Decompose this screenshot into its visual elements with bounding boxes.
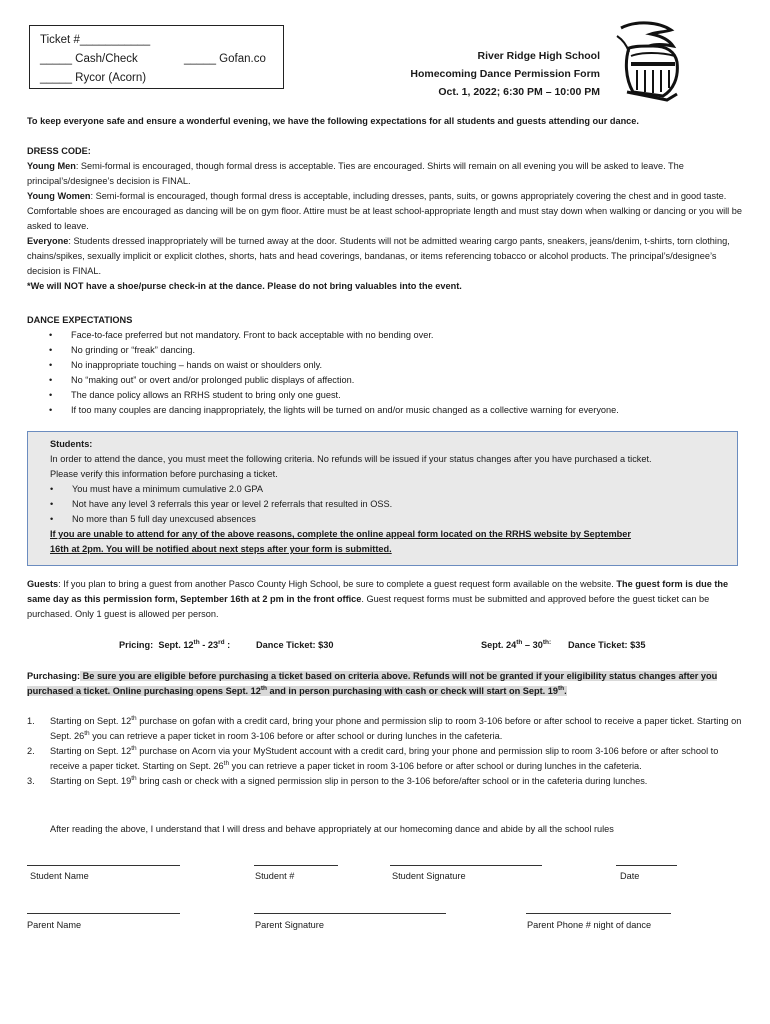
event-date: Oct. 1, 2022; 6:30 PM – 10:00 PM [438, 86, 600, 98]
young-men-rule: Young Men: Semi-formal is encouraged, though formal dress is acceptable. Ties are encouraged. Shirts will remain on all evening you will be asked to leave. The principal’s/designee’s decision is FINAL. [27, 161, 684, 186]
parent-signature-line[interactable] [254, 913, 446, 914]
list-item: • If too many couples are dancing inappropriately, the lights will be turned on and/or music changed as a collective warning for everyone. [27, 403, 743, 418]
agreement-text: After reading the above, I understand that I will dress and behave appropriately at our homecoming dance and abide by all the school rules [50, 824, 614, 834]
student-signature-label: Student Signature [392, 871, 466, 881]
school-name: River Ridge High School [477, 50, 600, 62]
price-1: Dance Ticket: $30 [256, 640, 334, 650]
list-item: • No “making out” or overt and/or prolonged public displays of affection. [27, 373, 743, 388]
students-text: In order to attend the dance, you must meet the following criteria. No refunds will be issued if your status changes after you have purchased a ticket. Please verify this information before purchasing a ticket. [50, 454, 652, 479]
ticket-box [29, 25, 284, 89]
gofan-field[interactable]: _____ Gofan.co [184, 53, 266, 65]
list-item: • The dance policy allows an RRHS student to bring only one guest. [27, 388, 743, 403]
price-2: Dance Ticket: $35 [568, 640, 646, 650]
pricing-period-2: Sept. $24th - 30^{th:}$ [481, 638, 552, 650]
list-item: • Not have any level 3 referrals this year or level 2 referrals that resulted in OSS. [50, 497, 737, 512]
parent-phone-line[interactable] [526, 913, 671, 914]
young-women-rule: Young Women: Semi-formal is encouraged, though formal dress is acceptable, including dresses, pants, suits, or gowns appropriately covering the chest and in good taste. Comfortable shoes are encouraged as dancing will be on gym floor. Attire must be at least school-appropriate length and must stay down when walking or dancing or you will be asked to leave. [27, 191, 742, 231]
dress-code-section [27, 144, 743, 294]
parent-name-line[interactable] [27, 913, 180, 914]
appeal-notice: If you are unable to attend for any of the above reasons, complete the online appeal form located on the RRHS website by September 16th at 2pm. You will be notified about next steps after your form is submitted. [50, 529, 631, 554]
knight-helmet-icon [607, 20, 689, 104]
student-name-line[interactable] [27, 865, 180, 866]
date-label: Date [620, 871, 640, 881]
guests-section: Guests: If you plan to bring a guest from another Pasco County High School, be sure to complete a guest request form available on the website. The guest form is due the same day as this permission form, September 16th at 2 pm in the front office. Guest request forms must be submitted and approved before the guest ticket can be purchased. Only 1 guest is allowed per person. [27, 579, 729, 619]
parent-phone-label: Parent Phone # night of dance [527, 920, 652, 930]
dance-expectations-list [27, 328, 743, 418]
list-item: • Face-to-face preferred but not mandatory. Front to back acceptable with no bending over. [27, 328, 743, 343]
date-line[interactable] [616, 865, 677, 866]
purchase-steps [27, 714, 743, 789]
students-eligibility-box [27, 431, 738, 566]
intro-text: To keep everyone safe and ensure a wonderful evening, we have the following expectations for all students and guests attending our dance. [27, 116, 639, 126]
dress-code-heading: DRESS CODE: [27, 146, 91, 156]
student-signature-line[interactable] [390, 865, 542, 866]
cash-check-field[interactable]: _____ Cash/Check [40, 53, 138, 65]
student-number-label: Student # [255, 871, 295, 881]
form-title: Homecoming Dance Permission Form [410, 68, 600, 80]
list-item: 1. Starting on Sept. 12th purchase on gofan with a credit card, bring your phone and permission slip to room 3-106 before or after school to receive a paper ticket. Starting on Sept. 26th you can retrieve a paper ticket in room 3-106 before or after school or during lunches in the cafeteria. [27, 714, 742, 741]
dance-expectations-section [27, 313, 743, 418]
student-name-label: Student Name [30, 871, 89, 881]
list-item: • No grinding or “freak” dancing. [27, 343, 743, 358]
rycor-field[interactable]: _____ Rycor (Acorn) [40, 72, 147, 84]
criteria-list [50, 482, 737, 527]
dance-expectations-heading: DANCE EXPECTATIONS [27, 315, 133, 325]
form-header [380, 47, 600, 101]
list-item: • No inappropriate touching – hands on waist or shoulders only. [27, 358, 743, 373]
parent-signature-label: Parent Signature [255, 920, 324, 930]
parent-name-label: Parent Name [27, 920, 82, 930]
everyone-rule: Everyone: Students dressed inappropriately will be turned away at the door. Students will not be admitted wearing cargo pants, sneakers, jeans/denim, t-shirts, torn clothing, chains/spikes, sexually implicit or explicit clothes, shorts, hats and head coverings, bandanas, or items referencing tobacco or alcohol products. The principal’s/designee’s decision is FINAL. [27, 236, 730, 276]
list-item: • No more than 5 full day unexcused absences [50, 512, 737, 527]
purchasing-section: Purchasing: Be sure you are eligible before purchasing a ticket based on criteria above. Refunds will not be granted if your eligibility status changes after you purchased a ticket. Online purchasing opens Sept. 12th and in person purchasing with cash or check will start on Sept. 19th. [27, 671, 718, 696]
students-heading: Students: [50, 439, 93, 449]
list-item: • You must have a minimum cumulative 2.0 GPA [50, 482, 737, 497]
list-item: 3. Starting on Sept. 19th bring cash or check with a signed permission slip in person to the 3-106 before/after school or in the cafeteria during lunches. [27, 774, 648, 786]
list-item: 2. Starting on Sept. 12th purchase on Acorn via your MyStudent account with a credit card, bring your phone and permission slip to room 3-106 before or after school to receive a paper ticket. Starting on Sept. 26th you can retrieve a paper ticket in room 3-106 before or after school or during lunches in the cafeteria. [27, 744, 719, 771]
pricing-period-1: Pricing: Sept. 12th - 23rd : [119, 638, 231, 650]
ticket-number-field[interactable]: Ticket #___________ [40, 34, 151, 46]
student-number-line[interactable] [254, 865, 338, 866]
no-checkin-notice: *We will NOT have a shoe/purse check-in at the dance. Please do not bring valuables into the event. [27, 281, 462, 291]
